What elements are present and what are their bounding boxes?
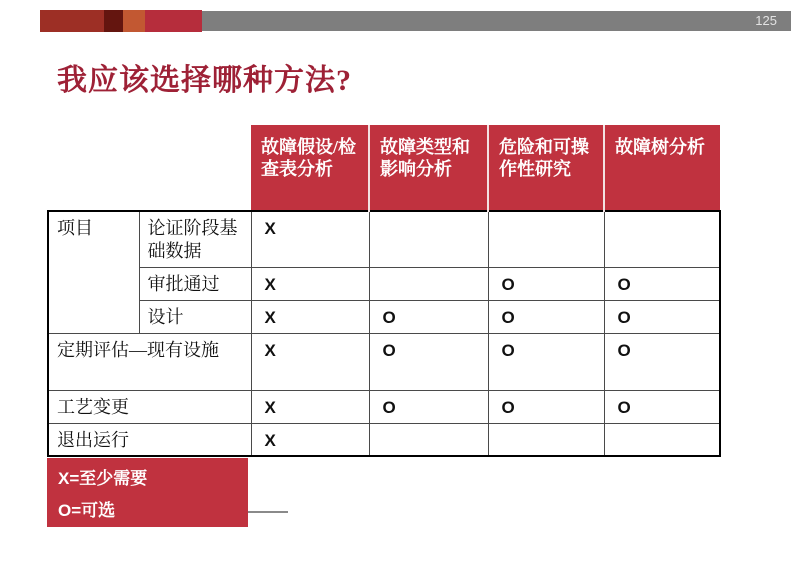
table-row [48, 267, 720, 300]
mark-cell [604, 423, 720, 456]
decor-square-crimson [145, 10, 202, 32]
mark-cell: X [251, 333, 369, 390]
row-label-cell: 退出运行 [48, 423, 251, 456]
mark-cell: O [488, 267, 604, 300]
decor-square-maroon [104, 10, 123, 32]
table-row [48, 423, 720, 456]
row-label-cell: 工艺变更 [48, 390, 251, 423]
mark-cell [369, 423, 488, 456]
column-header-whatif-checklist: 故障假设/检查表分析 [251, 125, 369, 211]
row-label-cell: 审批通过 [139, 267, 251, 300]
legend-line-x: X=至少需要 [58, 469, 148, 489]
decor-square-orange [123, 10, 145, 32]
legend-rule-line [248, 511, 288, 513]
table-row [48, 390, 720, 423]
mark-cell: O [604, 333, 720, 390]
table-row [48, 211, 720, 267]
mark-cell: X [251, 423, 369, 456]
mark-cell: O [604, 390, 720, 423]
mark-cell [604, 211, 720, 267]
mark-cell [369, 211, 488, 267]
mark-cell: O [369, 300, 488, 333]
method-matrix [47, 125, 721, 457]
decor-square-brick [40, 10, 104, 32]
mark-cell [369, 267, 488, 300]
header-row [48, 125, 720, 211]
mark-cell: O [604, 300, 720, 333]
mark-cell [488, 211, 604, 267]
mark-cell: O [488, 333, 604, 390]
mark-cell: O [488, 300, 604, 333]
mark-cell: X [251, 300, 369, 333]
mark-cell: X [251, 390, 369, 423]
page-number: 125 [755, 13, 777, 28]
mark-cell: O [369, 333, 488, 390]
mark-cell: X [251, 267, 369, 300]
mark-cell: O [369, 390, 488, 423]
table-row [48, 300, 720, 333]
mark-cell: O [604, 267, 720, 300]
legend-line-o: O=可选 [58, 500, 116, 520]
mark-cell: O [488, 390, 604, 423]
method-selection-table [47, 125, 721, 457]
mark-cell: X [251, 211, 369, 267]
row-group-cell: 项目 [48, 211, 139, 333]
mark-cell [488, 423, 604, 456]
legend-box [47, 458, 248, 527]
row-label-cell: 设计 [139, 300, 251, 333]
slide-title: 我应该选择哪种方法? [57, 64, 352, 97]
table-row [48, 333, 720, 390]
column-header-fta: 故障树分析 [604, 125, 720, 211]
column-header-hazop: 危险和可操作性研究 [488, 125, 604, 211]
row-label-cell: 论证阶段基础数据 [139, 211, 251, 267]
corner-cell [48, 125, 251, 211]
row-label-cell: 定期评估—现有设施 [48, 333, 251, 390]
column-header-fmea: 故障类型和影响分析 [369, 125, 488, 211]
